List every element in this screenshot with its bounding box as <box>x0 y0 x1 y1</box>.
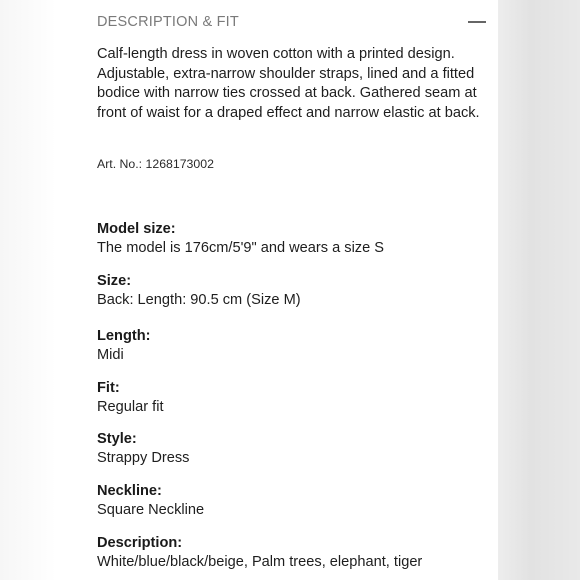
product-description: Calf-length dress in woven cotton with a printed design. Adjustable, extra-narrow shoulder straps, lined and a fitted bodice with narrow ties crossed at back. Gathered seam at front of waist for a draped effect and narrow elastic at back. <box>97 46 480 121</box>
attr-label: Size: <box>97 273 132 289</box>
attr-label: Fit: <box>97 380 120 396</box>
attr-value: The model is 176cm/5'9" and wears a size S <box>97 240 385 256</box>
description-fit-panel <box>80 0 498 580</box>
article-number: Art. No.: 1268173002 <box>97 157 214 171</box>
attr-label: Model size: <box>97 221 176 237</box>
left-background <box>0 0 80 580</box>
right-background <box>498 0 580 580</box>
attr-value: Regular fit <box>97 399 164 415</box>
attr-label: Description: <box>97 535 183 551</box>
attr-value: Strappy Dress <box>97 450 190 466</box>
attr-value: White/blue/black/beige, Palm trees, elephant, tiger <box>97 554 423 570</box>
attr-size <box>97 272 492 309</box>
attr-model-size <box>97 220 492 257</box>
attr-value: Square Neckline <box>97 502 205 518</box>
section-title: DESCRIPTION & FIT <box>97 14 239 30</box>
description-fit-header[interactable] <box>97 10 488 34</box>
attr-style <box>97 430 492 467</box>
attr-fit <box>97 379 492 416</box>
attr-label: Style: <box>97 431 137 447</box>
attr-value: Midi <box>97 347 124 363</box>
attr-value: Back: Length: 90.5 cm (Size M) <box>97 292 301 308</box>
attr-neckline <box>97 482 492 519</box>
attr-description <box>97 534 492 571</box>
minus-icon[interactable] <box>468 21 486 23</box>
attr-label: Length: <box>97 328 151 344</box>
attr-length <box>97 327 492 364</box>
attr-label: Neckline: <box>97 483 162 499</box>
